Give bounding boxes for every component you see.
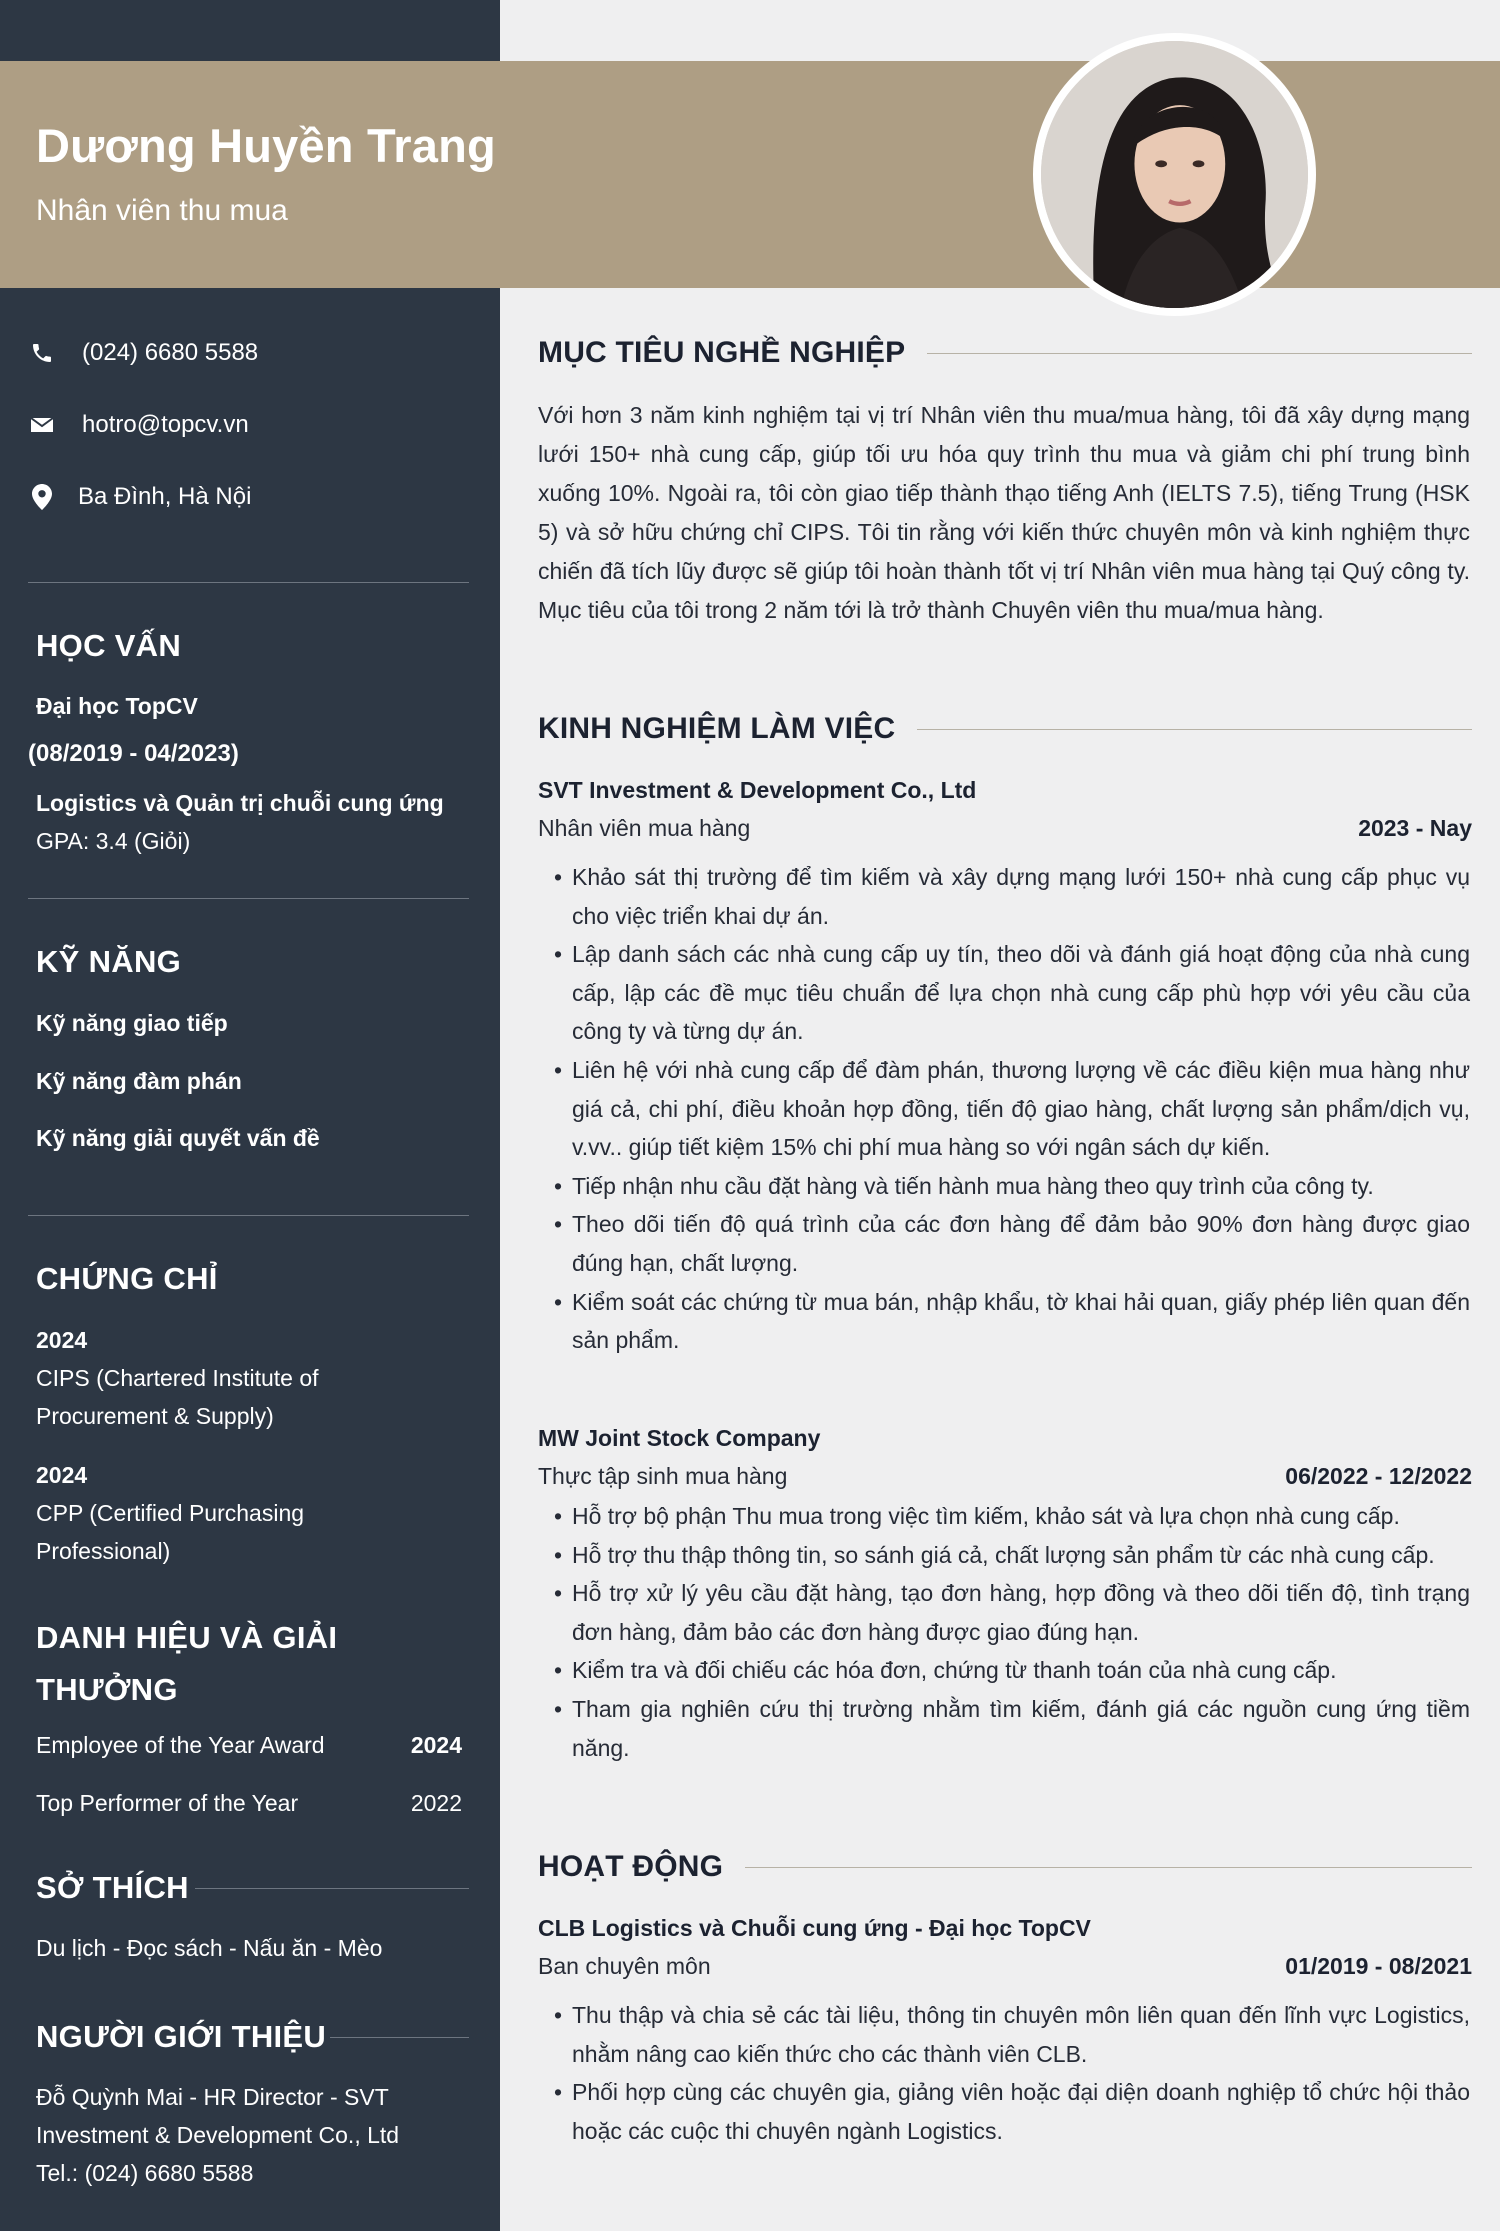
candidate-title: Nhân viên thu mua <box>36 194 288 227</box>
job-role-row <box>538 1463 1472 1490</box>
award-year: 2022 <box>410 1790 462 1816</box>
certificate-name: CPP (Certified Purchasing Professional) <box>36 1500 305 1564</box>
education-gpa: GPA: 3.4 (Giỏi) <box>36 828 191 854</box>
contact-email[interactable] <box>28 411 249 439</box>
award-row <box>36 1732 462 1759</box>
objective-heading: MỤC TIÊU NGHỀ NGHIỆP <box>538 336 1472 370</box>
activities-heading: HOẠT ĐỘNG <box>538 1850 1472 1884</box>
certificates-heading: CHỨNG CHỈ <box>36 1261 218 1296</box>
email-text: hotro@topcv.vn <box>82 411 249 438</box>
education-heading: HỌC VẤN <box>36 628 182 663</box>
map-pin-icon <box>28 483 56 511</box>
education-school: Đại học TopCV <box>36 693 198 719</box>
job-role-row <box>538 815 1472 842</box>
activity-bullets <box>554 1996 1470 2150</box>
envelope-icon <box>28 411 56 439</box>
list-item: • Hỗ trợ bộ phận Thu mua trong việc tìm kiếm, khảo sát và lựa chọn nhà cung cấp. <box>554 1497 1470 1536</box>
phone-icon <box>28 339 56 367</box>
certificate-name: CIPS (Chartered Institute of Procurement & Supply) <box>36 1365 319 1429</box>
job-dates: 06/2022 - 12/2022 <box>1285 1463 1472 1489</box>
hobbies-heading: SỞ THÍCH <box>36 1870 189 1905</box>
list-item: • Lập danh sách các nhà cung cấp uy tín, theo dõi và đánh giá hoạt động của nhà cung cấp, lập các đề mục tiêu chuẩn để lựa chọn nhà cung cấp phù hợp với yêu cầu của công ty và từng dự án. <box>554 935 1470 1051</box>
activity-role-row <box>538 1953 1472 1980</box>
contact-phone[interactable] <box>28 339 258 367</box>
sidebar-divider <box>28 898 469 899</box>
list-item: • Theo dõi tiến độ quá trình của các đơn hàng để đảm bảo 90% đơn hàng được giao đúng hạn, chất lượng. <box>554 1205 1470 1282</box>
heading-rule <box>330 2037 469 2038</box>
list-item: • Thu thập và chia sẻ các tài liệu, thông tin chuyên môn liên quan đến lĩnh vực Logistics, nhằm nâng cao kiến thức cho các thành viên CLB. <box>554 1996 1470 2073</box>
address-text: Ba Đình, Hà Nội <box>78 483 252 510</box>
heading-rule <box>195 1888 469 1889</box>
activity-dates: 01/2019 - 08/2021 <box>1285 1953 1472 1979</box>
list-item: • Kiểm soát các chứng từ mua bán, nhập khẩu, tờ khai hải quan, giấy phép liên quan đến sản phẩm. <box>554 1283 1470 1360</box>
avatar-photo <box>1041 41 1308 308</box>
contact-address <box>28 483 251 511</box>
education-period: (08/2019 - 04/2023) <box>28 740 239 767</box>
skills-heading: KỸ NĂNG <box>36 944 182 979</box>
references-heading: NGƯỜI GIỚI THIỆU <box>36 2019 327 2054</box>
list-item: • Phối hợp cùng các chuyên gia, giảng viên hoặc đại diện doanh nghiệp tổ chức hội thảo hoặc các cuộc thi chuyên ngành Logistics. <box>554 2073 1470 2150</box>
skill-item: Kỹ năng giải quyết vấn đề <box>36 1125 320 1151</box>
job-role: Thực tập sinh mua hàng <box>538 1463 788 1489</box>
sidebar-divider <box>28 582 469 583</box>
job-bullets <box>554 1497 1470 1767</box>
experience-heading: KINH NGHIỆM LÀM VIỆC <box>538 712 1472 746</box>
objective-text: Với hơn 3 năm kinh nghiệm tại vị trí Nhân viên thu mua/mua hàng, tôi đã xây dựng mạng lưới 150+ nhà cung cấp, giúp tối ưu hóa quy trình thu mua và giảm chi phí trung bình xuống 10%. Ngoài ra, tôi còn giao tiếp thành thạo tiếng Anh (IELTS 7.5), tiếng Trung (HSK 5) và sở hữu chứng chỉ CIPS. Tôi tin rằng với kiến thức chuyên môn và kinh nghiệm thực chiến đã tích lũy được sẽ giúp tôi hoàn thành tốt vị trí Nhân viên mua hàng tại Quý công ty. Mục tiêu của tôi trong 2 năm tới là trở thành Chuyên viên thu mua/mua hàng. <box>538 402 1470 623</box>
list-item: • Kiểm tra và đối chiếu các hóa đơn, chứng từ thanh toán của nhà cung cấp. <box>554 1651 1470 1690</box>
skill-item: Kỹ năng đàm phán <box>36 1068 242 1094</box>
job-role: Nhân viên mua hàng <box>538 815 751 841</box>
education-major: Logistics và Quản trị chuỗi cung ứng <box>36 790 444 816</box>
list-item: • Hỗ trợ thu thập thông tin, so sánh giá cả, chất lượng sản phẩm từ các nhà cung cấp. <box>554 1536 1470 1575</box>
job-bullets <box>554 858 1470 1360</box>
award-year: 2024 <box>410 1732 462 1758</box>
phone-text: (024) 6680 5588 <box>82 339 259 366</box>
list-item: • Hỗ trợ xử lý yêu cầu đặt hàng, tạo đơn hàng, hợp đồng và theo dõi tiến độ, tình trạng đơn hàng, đảm bảo các đơn hàng được giao đúng hạn. <box>554 1574 1470 1651</box>
list-item: • Khảo sát thị trường để tìm kiếm và xây dựng mạng lưới 150+ nhà cung cấp phục vụ cho việc triển khai dự án. <box>554 858 1470 935</box>
skill-item: Kỹ năng giao tiếp <box>36 1010 228 1036</box>
award-name: Top Performer of the Year <box>36 1790 299 1816</box>
awards-heading: DANH HIỆU VÀ GIẢI THƯỞNG <box>36 1620 338 1707</box>
activity-role: Ban chuyên môn <box>538 1953 711 1979</box>
references-text: Đỗ Quỳnh Mai - HR Director - SVT Investment & Development Co., Ltd Tel.: (024) 6680 5588 <box>36 2084 400 2186</box>
award-row <box>36 1790 462 1817</box>
candidate-name: Dương Huyền Trang <box>36 119 496 172</box>
list-item: • Tiếp nhận nhu cầu đặt hàng và tiến hành mua hàng theo quy trình của công ty. <box>554 1167 1470 1206</box>
activity-org: CLB Logistics và Chuỗi cung ứng - Đại học TopCV <box>538 1915 1091 1941</box>
company-name: MW Joint Stock Company <box>538 1425 821 1451</box>
avatar <box>1033 33 1316 316</box>
award-name: Employee of the Year Award <box>36 1732 325 1758</box>
sidebar-divider <box>28 1215 469 1216</box>
certificate-year: 2024 <box>36 1462 88 1488</box>
hobbies-text: Du lịch - Đọc sách - Nấu ăn - Mèo <box>36 1935 383 1961</box>
certificate-year: 2024 <box>36 1327 88 1353</box>
job-dates: 2023 - Nay <box>1358 815 1472 841</box>
company-name: SVT Investment & Development Co., Ltd <box>538 777 977 803</box>
list-item: • Tham gia nghiên cứu thị trường nhằm tìm kiếm, đánh giá các nguồn cung ứng tiềm năng. <box>554 1690 1470 1767</box>
list-item: • Liên hệ với nhà cung cấp để đàm phán, thương lượng về các điều kiện mua hàng như giá cả, chi phí, điều khoản hợp đồng, tiến độ giao hàng, chất lượng sản phẩm/dịch vụ, v.vv.. giúp tiết kiệm 15% chi phí mua hàng so với ngân sách dự kiến. <box>554 1051 1470 1167</box>
